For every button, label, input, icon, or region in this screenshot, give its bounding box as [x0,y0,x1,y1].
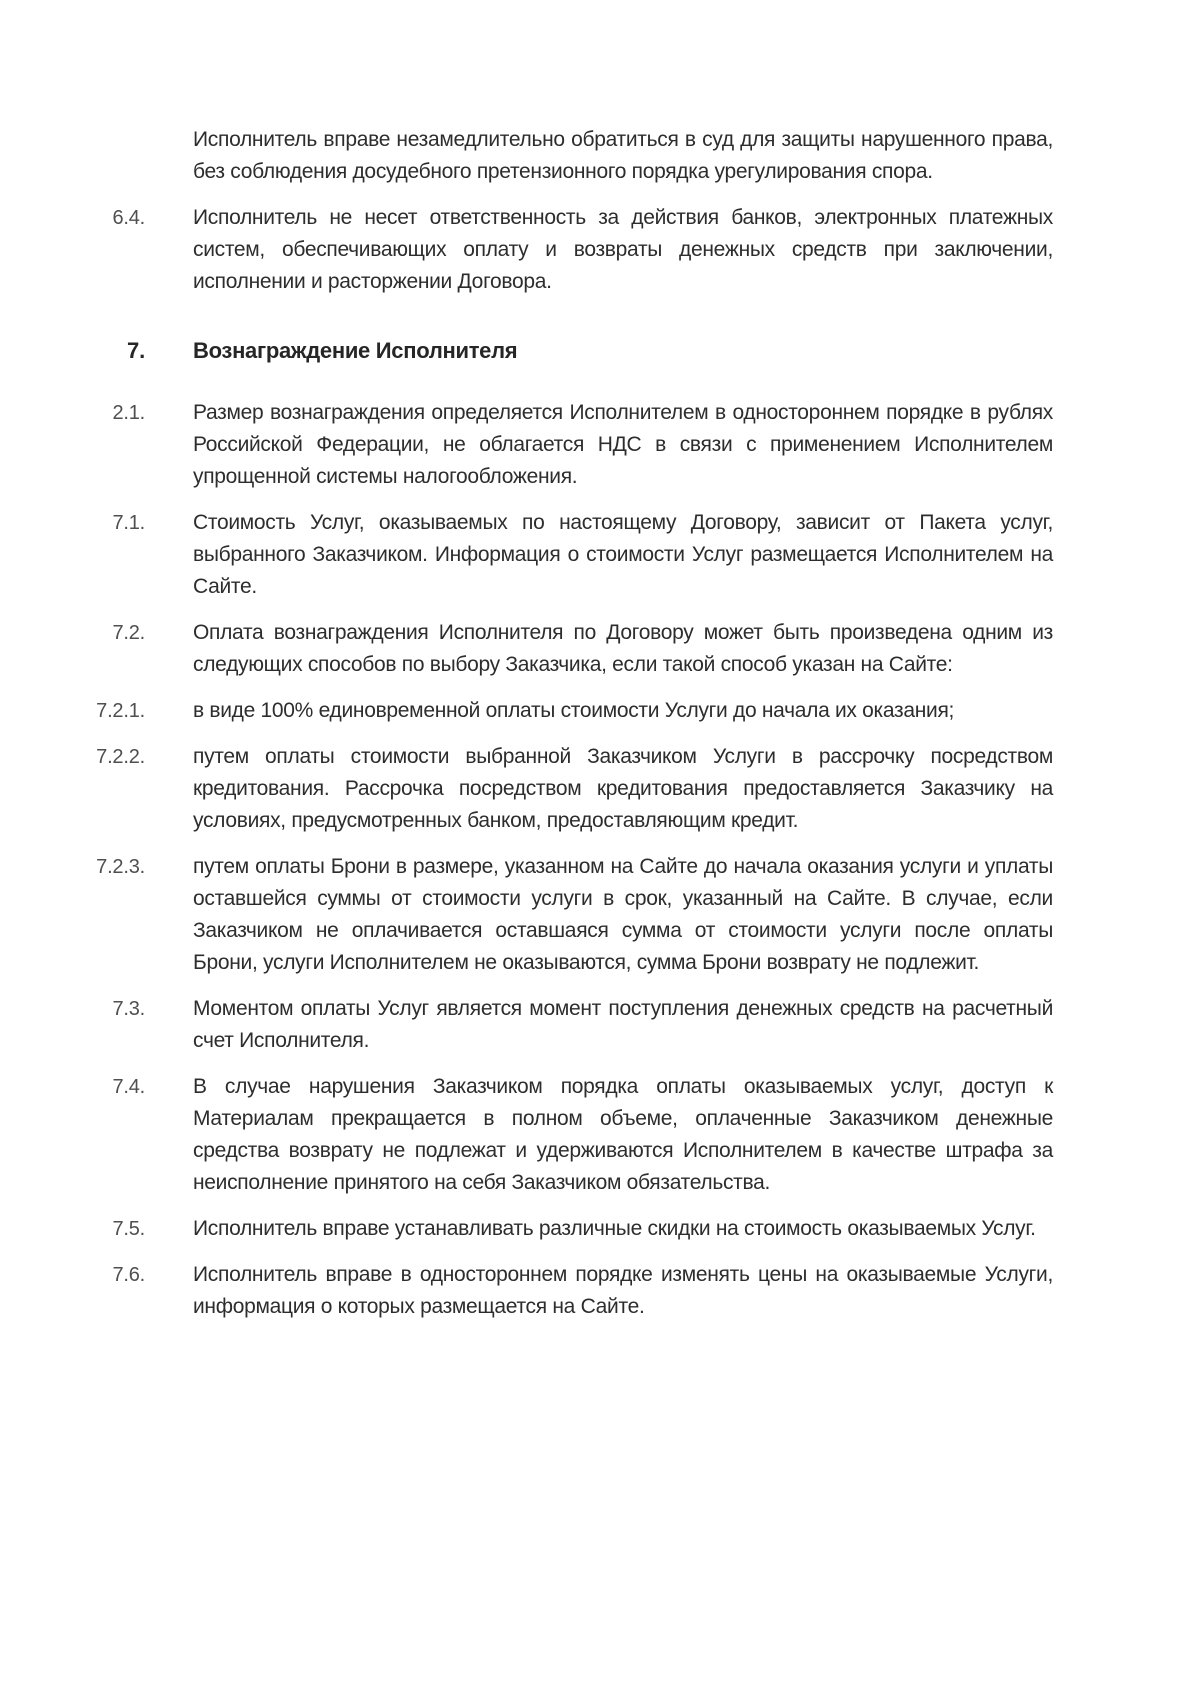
clause-text: Исполнитель вправе незамедлительно обратиться в суд для защиты нарушенного права, без соблюдения досудебного претензионного порядка урегулирования спора. [193,128,1053,183]
clause-number: 2.1. [112,402,145,424]
clause-text: Оплата вознаграждения Исполнителя по Договору может быть произведена одним из следующих способов по выбору Заказчика, если такой способ указан на Сайте: [193,621,1053,676]
clause-text: путем оплаты стоимости выбранной Заказчиком Услуги в рассрочку посредством кредитования. Рассрочка посредством кредитования предоставляется Заказчику на условиях, предусмотренных банком, предоставляющим кредит. [193,745,1053,832]
clause-text: В случае нарушения Заказчиком порядка оплаты оказываемых услуг, доступ к Материалам прекращается в полном объеме, оплаченные Заказчиком денежные средства возврату не подлежат и удерживаются Исполнителем в качестве штрафа за неисполнение принятого на себя Заказчиком обязательства. [193,1075,1053,1194]
clause-number: 7.3. [112,998,145,1020]
clause-7-3 [0,993,1053,1057]
clause-number: 7.2. [112,622,145,644]
clause-number: 7.2.3. [96,856,145,878]
clause-7-2-3 [0,851,1053,979]
clause-7-5 [0,1213,1053,1245]
clause-number: 7.6. [112,1264,145,1286]
clause-number: 7.1. [112,512,145,534]
clause-7-4 [0,1071,1053,1199]
clause-2-1 [0,397,1053,493]
clause-text: Стоимость Услуг, оказываемых по настоящему Договору, зависит от Пакета услуг, выбранного Заказчиком. Информация о стоимости Услуг размещается Исполнителем на Сайте. [193,511,1053,598]
clause-number: 7.2.2. [96,746,145,768]
clause-number: 6.4. [112,207,145,229]
clause-7-2-1 [0,695,1053,727]
clause-7-6 [0,1259,1053,1323]
section-heading-7 [0,335,1053,367]
clause-continuation [0,124,1053,188]
clause-text: путем оплаты Брони в размере, указанном на Сайте до начала оказания услуги и уплаты оставшейся суммы от стоимости услуги в срок, указанный на Сайте. В случае, если Заказчиком не оплачивается оставшаяся сумма от стоимости услуги после оплаты Брони, услуги Исполнителем не оказываются, сумма Брони возврату не подлежит. [193,855,1053,974]
clause-number: 7.5. [112,1218,145,1240]
clause-number: 7.4. [112,1076,145,1098]
section-number: 7. [127,338,145,363]
clause-text: в виде 100% единовременной оплаты стоимости Услуги до начала их оказания; [193,699,955,722]
clause-6-4 [0,202,1053,298]
clause-text: Исполнитель вправе устанавливать различные скидки на стоимость оказываемых Услуг. [193,1217,1036,1240]
clause-7-2 [0,617,1053,681]
clause-text: Моментом оплаты Услуг является момент поступления денежных средств на расчетный счет Исполнителя. [193,997,1053,1052]
section-title: Вознаграждение Исполнителя [193,338,518,363]
clause-number: 7.2.1. [96,700,145,722]
clause-text: Исполнитель вправе в одностороннем порядке изменять цены на оказываемые Услуги, информация о которых размещается на Сайте. [193,1263,1053,1318]
clause-7-1 [0,507,1053,603]
clause-text: Размер вознаграждения определяется Исполнителем в одностороннем порядке в рублях Российской Федерации, не облагается НДС в связи с применением Исполнителем упрощенной системы налогообложения. [193,401,1053,488]
clause-7-2-2 [0,741,1053,837]
clause-text: Исполнитель не несет ответственность за действия банков, электронных платежных систем, обеспечивающих оплату и возвраты денежных средств при заключении, исполнении и расторжении Договора. [193,206,1053,293]
